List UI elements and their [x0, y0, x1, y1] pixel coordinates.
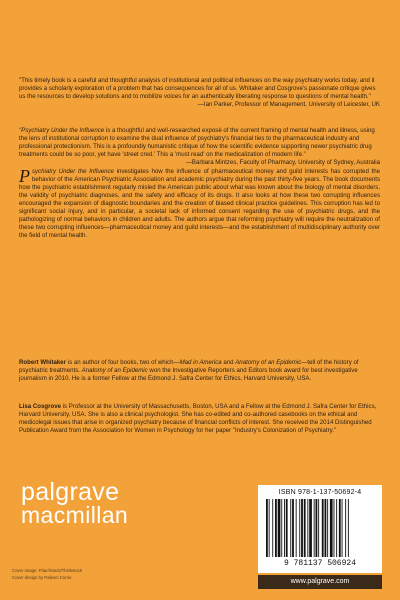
quote-body: is a thoughtful and well-researched exposé of the current framing of mental health and illness, using the lens of institutional corruption to examine the dual influence of psychiatry's financial ties to the pharmaceutical industry and professional protectionism. This is a profoundly humanistic critique of how the scientific evidence supporting newer psychiatric drug treatments could be so poor, yet have 'street cred.' This a 'must read' on the medicalization of modern life." [19, 127, 375, 159]
author-bio-whitaker [19, 359, 380, 383]
endorsement-quote-1 [19, 77, 380, 109]
credit-design: Cover design by Paileen Currie [12, 574, 72, 580]
book-title-italic: sychiatry Under the Influence [32, 168, 114, 175]
isbn-barcode-box [258, 485, 382, 573]
author-name: Lisa Cosgrove [19, 403, 61, 410]
drop-cap: P [19, 166, 30, 186]
isbn-label: ISBN 978-1-137-50692-4 [278, 489, 362, 496]
bio-text [19, 359, 380, 383]
barcode-number: 9 781137 506924 [283, 559, 356, 568]
bio-part: won the Investigative Reporters and Editors book award for best investigative journalism in 2010. He is a former Fellow at the Edmond J. Safra Center for Ethics, Harvard University, USA. [19, 367, 358, 383]
book-description [19, 168, 380, 240]
book-title-italic: "Psychiatry Under the Influence [19, 127, 105, 134]
barcode-icon [264, 499, 376, 557]
author-bio-cosgrove [19, 403, 380, 435]
endorsement-quote-2 [19, 127, 380, 167]
description-text [19, 168, 380, 240]
description-body: investigates how the influence of pharmaceutical money and guild interests has corrupted the behavior of the American Psychiatric Association and academic psychiatry during the past thirty-five years. The book documents how the psychiatric establishment regularly misled the American public about what was known about the biology of mental disorders, the validity of psychiatric diagnoses, and the safety and efficacy of its drugs. It also looks at how these two corrupting influences encouraged the expansion of diagnostic boundaries and the creation of biased clinical practice guidelines. This corruption has led to significant social injury, and in particular, a societal lack of informed consent regarding the use of psychiatric drugs, and the pathologizing of normal behaviors in children and adults. The authors argue that reforming psychiatry will require the neutralization of these two corrupting influences—pharmaceutical money and guild interests—and the establishment of multidisciplinary authority over the field of mental health. [19, 168, 381, 240]
bio-text [19, 403, 380, 435]
logo-palgrave: palgrave [21, 478, 120, 506]
bio-part: and [221, 359, 236, 366]
publisher-logo [21, 480, 128, 526]
publisher-url[interactable]: www.palgrave.com [258, 575, 382, 589]
cover-credits [12, 568, 82, 582]
credit-image: Cover image: Pitar/iStock/Thinkstock [12, 568, 83, 573]
quote-attribution: —Barbara Mintzes, Faculty of Pharmacy, University of Sydney, Australia [185, 159, 380, 167]
quote-text [19, 127, 380, 159]
bio-part: —tell of the history of psychiatric treatments. [19, 359, 359, 375]
book-title-italic: Anatomy of an Epidemic [81, 367, 148, 375]
book-title-italic: Mad in America [179, 359, 222, 366]
quote-text: "This timely book is a careful and thoughtful analysis of institutional and political influences on the way psychiatry works today, and it provides a scholarly exploration of a problem that has consequences for all of us. Whitaker and Cosgrove's passionate critique gives us the resources to develop solutions and to mobilize voices for an authentically liberating response to questions of mental health." [19, 77, 376, 101]
quote-attribution: —Ian Parker, Professor of Management, University of Leicester, UK [197, 101, 380, 109]
author-name: Robert Whitaker [19, 359, 67, 366]
logo-macmillan: macmillan [21, 502, 129, 528]
book-title-italic: Anatomy of an Epidemic [235, 359, 302, 366]
bio-part: is an author of four books, two of which— [66, 359, 180, 366]
bio-part: is Professor at the University of Massachusetts, Boston, USA and a Fellow at the Edmond J. Safra Center for Ethics, Harvard University, USA. She is also a clinical psychologist. She has co-edited and co-authored casebooks on the ethical and medicolegal issues that arise in organized psychiatry because of financial conflicts of interest. She received the 2014 Distinguished Publication Award from the Association for Women in Psychology for her paper "Industry's Colonization of Psychiatry." [19, 403, 377, 435]
